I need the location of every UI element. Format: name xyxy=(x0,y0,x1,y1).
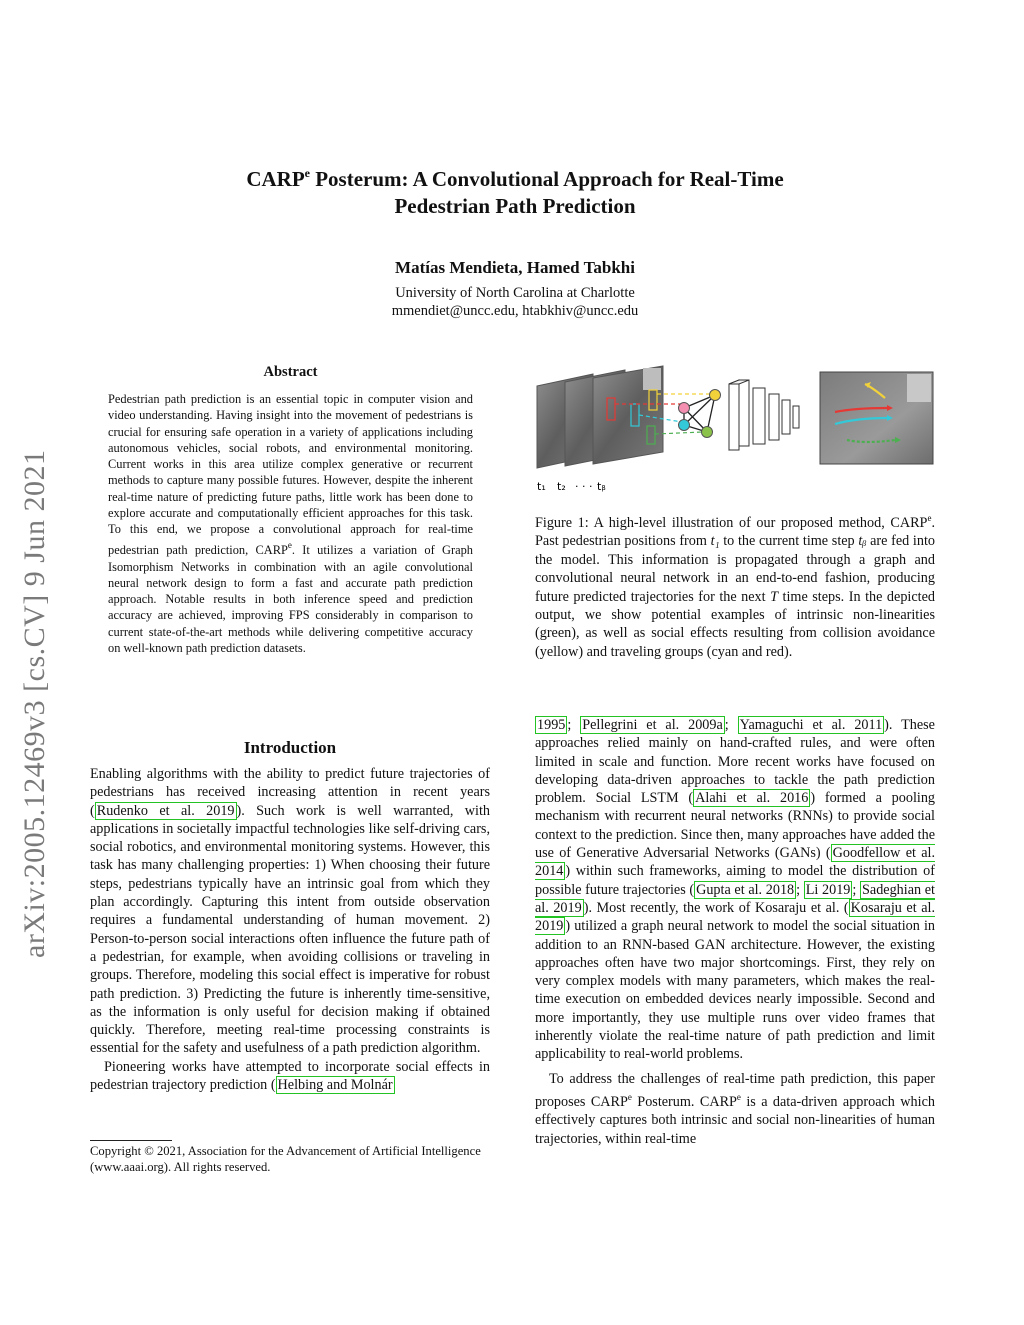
cnn-blocks xyxy=(729,380,799,450)
label-tb: tᵦ xyxy=(597,480,606,493)
label-t1: t₁ xyxy=(537,480,546,493)
abstract-sup: e xyxy=(287,540,292,551)
caption-part-d: are fed into the model. This information is propagated through a graph and convolutional neural network in an end-to-end fashion, producing future predicted trajectories for the next xyxy=(535,533,935,605)
introduction-heading: Introduction xyxy=(243,738,337,757)
graph-node-yellow xyxy=(710,390,721,401)
cite-pellegrini-2009a[interactable]: Pellegrini et al. 2009a xyxy=(582,717,723,733)
affiliation-block xyxy=(150,284,880,320)
social-graph xyxy=(679,390,721,438)
graph-node-cyan xyxy=(679,420,690,431)
cite-yamaguchi-2011[interactable]: Yamaguchi et al. 2011 xyxy=(739,717,883,733)
abstract-heading: Abstract xyxy=(263,364,318,380)
caption-sup: e xyxy=(927,513,932,523)
sep-4: ; xyxy=(852,881,860,898)
cnn-block-3 xyxy=(769,394,779,440)
graph-node-red xyxy=(679,403,690,414)
graph-node-green xyxy=(702,427,713,438)
right-paragraph-1 xyxy=(535,716,935,1064)
caption-part-e: time steps. In the depicted output, we show potential examples of intrinsic non-linearities (green), as well as social effects resulting from collision avoidance (yellow) and traveling groups (cyan and red). xyxy=(535,588,935,660)
intro-paragraph-2 xyxy=(90,1058,490,1095)
cnn-block-2 xyxy=(753,388,765,444)
intro-p2-text-a: Pioneering works have attempted to incorporate social effects in pedestrian trajectory prediction ( xyxy=(90,1058,490,1094)
cite-helbing-1995[interactable]: 1995 xyxy=(537,717,566,733)
right-p1-text-c: ) within such frameworks, aiming to model the distribution of possible future trajectories ( xyxy=(535,863,935,898)
footnote-rule xyxy=(90,1140,172,1141)
paper-title xyxy=(150,160,880,220)
cite-goodfellow-2014[interactable]: Goodfellow et al. 2014 xyxy=(535,845,935,880)
right-p2-text-b: Posterum. CARP xyxy=(631,1093,737,1110)
car-shape xyxy=(643,368,661,390)
abstract-text-b: . It utilizes a variation of Graph Isomorphism Networks in combination with an agile convolutional neural network design to form a fast and accurate path prediction approach. Notable results in both inference speed and prediction accuracy are achieved, improving FPS considerably in comparison to current state-of-the-art methods while delivering competitive accuracy on well-known path prediction datasets. xyxy=(108,543,473,655)
title-line1-rest: Posterum: A Convolutional Approach for Real-Time xyxy=(309,167,784,191)
cite-kosaraju-2019[interactable]: Kosaraju et al. 2019 xyxy=(535,899,935,935)
sep-3: ; xyxy=(796,881,804,898)
right-paragraph-2 xyxy=(535,1070,935,1148)
intro-p1-text-b: ). Such work is well warranted, with applications in societally impactful technologies like self-driving cars, social robotics, and environmental monitoring systems. However, this task has many challenging properties: 1) When choosing their future steps, pedestrians typically have an intrinsic goal from which they plan accordingly. Capturing this intent from outside observation requires a fundamental understanding of human movement. 2) Person-to-person social interactions often influence the future path of a pedestrian, for example, when avoiding collisions or traveling in groups. Therefore, modeling this social effect is imperative for robust path prediction. 3) Predicting the future is inherently time-sensitive, as the information is only useful for decision making if obtained quickly. Therefore, meeting real-time processing constraints is essential for the safety and usefulness of a path prediction algorithm. xyxy=(90,802,490,1057)
intro-paragraph-1 xyxy=(90,765,490,1058)
right-p2-sup-1: e xyxy=(627,1091,632,1102)
caption-part-b: . Past pedestrian positions from xyxy=(535,515,935,550)
right-p2-text-a: To address the challenges of real-time path prediction, this paper proposes CARP xyxy=(535,1070,935,1110)
cnn-block-5 xyxy=(793,406,799,428)
caption-part-a: Figure 1: A high-level illustration of our proposed method, CARP xyxy=(535,515,928,531)
introduction-body xyxy=(90,765,490,1094)
intro-p1-text-a: Enabling algorithms with the ability to predict future trajectories of pedestrians has received increasing attention in recent years ( xyxy=(90,766,490,819)
sep-2: ; xyxy=(724,717,738,733)
right-p1-text-b: ) formed a pooling mechanism with recurrent neural networks (RNNs) to provide social context to the prediction. Since then, many approaches have added the use of Generative Adversarial Networks (GANs) ( xyxy=(535,790,936,862)
cnn-block-4 xyxy=(782,400,790,434)
abstract-text-a: Pedestrian path prediction is an essential topic in computer vision and video understanding. Having insight into the movement of pedestrians is crucial for ensuring safe operation in a variety of applications including autonomous vehicles, social robots, and environmental monitoring. Current works in this area utilize complex generative or recurrent methods to capture many possible futures. However, despite the inherent real-time nature of predicting future paths, little work has been done to explore accurate and computationally efficient approaches for this task. To this end, we propose a convolutional approach for real-time pedestrian path prediction, CARP xyxy=(108,392,473,558)
figure-1-illustration xyxy=(535,360,935,495)
right-p1-text-d: ). Most recently, the work of Kosaraju et al. ( xyxy=(583,899,849,916)
cite-gupta-2018[interactable]: Gupta et al. 2018 xyxy=(696,881,795,898)
cite-alahi-2016[interactable]: Alahi et al. 2016 xyxy=(695,790,809,807)
label-dots: · · · xyxy=(575,480,593,493)
cite-helbing-molnar[interactable]: Helbing and Molnár xyxy=(277,1077,393,1094)
emails: mmendiet@uncc.edu, htabkhiv@uncc.edu xyxy=(391,303,639,319)
sep-1: ; xyxy=(567,717,581,733)
cite-li-2019[interactable]: Li 2019 xyxy=(805,881,851,898)
caption-part-c: to the current time step xyxy=(719,533,859,550)
title-sup: e xyxy=(304,166,310,180)
caption-math-t1: t₁ xyxy=(710,533,720,550)
right-p2-text-c: is a data-driven approach which effectively captures both intrinsic and social non-linearities of human trajectories, within real-time xyxy=(535,1093,935,1147)
copyright-notice: Copyright © 2021, Association for the Advancement of Artificial Intelligence (www.aaai.org). All rights reserved. xyxy=(90,1144,481,1174)
abstract-body xyxy=(108,391,473,656)
title-line2: Pedestrian Path Prediction xyxy=(394,194,636,218)
arxiv-identifier: arXiv:2005.12469v3 [cs.CV] 9 Jun 2021 xyxy=(18,449,51,958)
label-t2: t₂ xyxy=(557,480,566,493)
cite-sadeghian-2019[interactable]: Sadeghian et al. 2019 xyxy=(535,881,935,916)
affiliation: University of North Carolina at Charlotte xyxy=(395,285,635,301)
input-frames xyxy=(537,366,663,468)
output-scene xyxy=(820,372,933,464)
right-p1-text-a: ). These approaches relied mainly on hand-crafted rules, and were often limited in scale and function. More recent works have focused on developing data-driven approaches to tackle the path prediction problem. Social LSTM ( xyxy=(535,717,935,807)
title-prefix: CARP xyxy=(246,167,305,191)
right-p2-sup-2: e xyxy=(736,1091,741,1102)
cite-rudenko-2019[interactable]: Rudenko et al. 2019 xyxy=(96,802,235,819)
caption-math-tb: tᵦ xyxy=(858,533,867,550)
right-p1-text-e: ) utilized a graph neural network to model the social situation in addition to an RNN-based GAN architecture. However, the existing approaches often have two major shortcomings. First, they rely on very complex models with many parameters, which makes the real-time execution on embedded devices nearly impossible. Second and more importantly, they use multiple runs over video frames that inherently violate the real-time nature of path prediction and limit applicability to real-world problems. xyxy=(535,918,935,1063)
authors: Matías Mendieta, Hamed Tabkhi xyxy=(395,258,635,277)
figure-1-caption xyxy=(535,509,935,661)
caption-math-T: T xyxy=(770,588,779,605)
right-column-body xyxy=(535,716,935,1148)
